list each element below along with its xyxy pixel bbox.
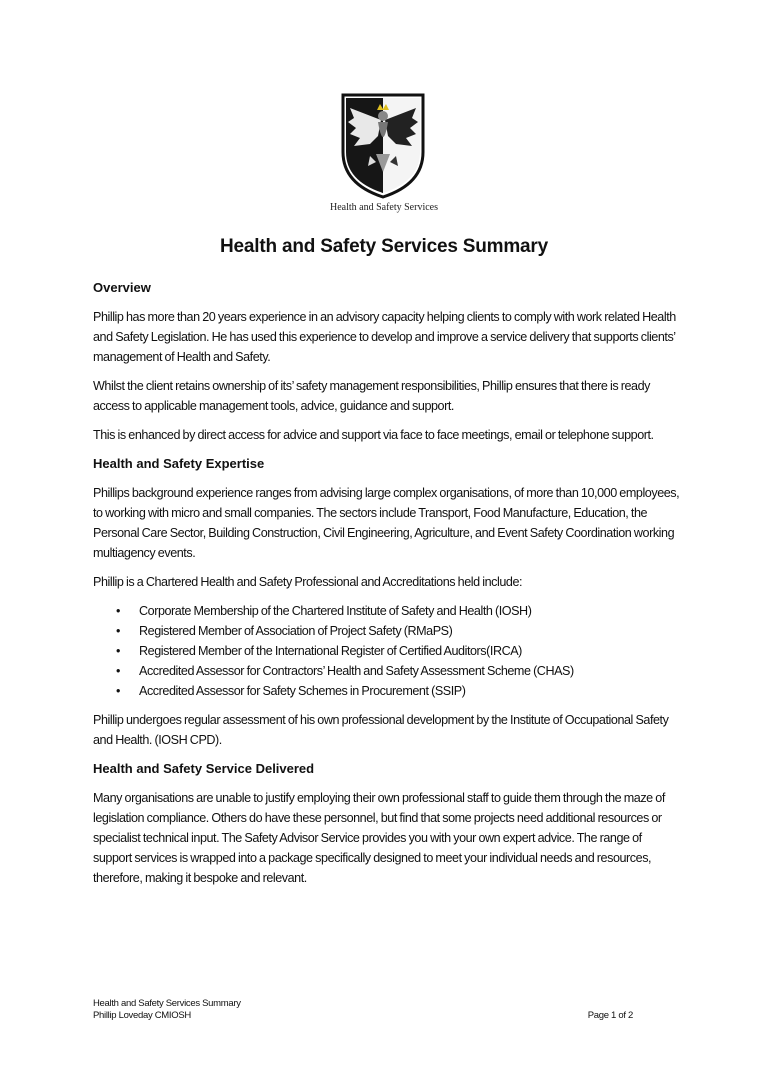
list-item xyxy=(93,681,683,701)
section-expertise xyxy=(93,454,683,750)
paragraph: Phillip undergoes regular assessment of his own professional development by the Institute of Occupational Safety and Health. (IOSH CPD). xyxy=(93,713,669,747)
eagle-head xyxy=(378,111,388,121)
page-number: Page 1 of 2 xyxy=(587,1010,633,1021)
bullet-icon: • xyxy=(116,624,120,638)
page-footer xyxy=(93,998,633,1022)
section-overview xyxy=(93,278,683,445)
paragraph: Phillip is a Chartered Health and Safety Professional and Accreditations held include: xyxy=(93,575,523,589)
bullet-icon: • xyxy=(116,684,120,698)
list-item-text: Registered Member of Association of Project Safety (RMaPS) xyxy=(139,624,453,638)
coat-of-arms-logo xyxy=(340,92,426,200)
paragraph: Whilst the client retains ownership of its’ safety management responsibilities, Phillip ensures that there is ready access to applicable management tools, advice, guidance and support. xyxy=(93,379,650,413)
section-service-delivered xyxy=(93,759,683,888)
section-heading: Health and Safety Expertise xyxy=(93,456,265,471)
page-title: Health and Safety Services Summary xyxy=(220,236,548,257)
footer-doc-title: Health and Safety Services Summary xyxy=(93,998,241,1009)
list-item-text: Accredited Assessor for Contractors’ Health and Safety Assessment Scheme (CHAS) xyxy=(139,664,574,678)
list-item-text: Accredited Assessor for Safety Schemes in Procurement (SSIP) xyxy=(139,684,466,698)
paragraph: Phillip has more than 20 years experience in an advisory capacity helping clients to comply with work related Health and Safety Legislation. He has used this experience to develop and improve a service delivery that supports clients’ management of Health and Safety. xyxy=(93,310,676,364)
logo-caption: Health and Safety Services xyxy=(329,202,439,213)
bullet-icon: • xyxy=(116,644,120,658)
list-item-text: Registered Member of the International Register of Certified Auditors(IRCA) xyxy=(139,644,522,658)
section-heading: Health and Safety Service Delivered xyxy=(93,761,315,776)
paragraph: Many organisations are unable to justify employing their own professional staff to guide them through the maze of legislation compliance. Others do have these personnel, but find that some projects need additional resources or specialist technical input. The Safety Advisor Service provides you with your own expert advice. The range of support services is wrapped into a package specifically designed to meet your individual needs and resources, therefore, making it bespoke and relevant. xyxy=(93,791,665,885)
section-heading: Overview xyxy=(93,280,151,295)
list-item-text: Corporate Membership of the Chartered Institute of Safety and Health (IOSH) xyxy=(139,604,532,618)
list-item xyxy=(93,661,683,681)
bullet-icon: • xyxy=(116,604,120,618)
footer-author: Phillip Loveday CMIOSH xyxy=(93,1010,191,1021)
document-body xyxy=(93,278,683,897)
list-item xyxy=(93,601,683,621)
accreditations-list xyxy=(93,601,683,701)
paragraph: This is enhanced by direct access for advice and support via face to face meetings, email or telephone support. xyxy=(93,428,654,442)
list-item xyxy=(93,621,683,641)
bullet-icon: • xyxy=(116,664,120,678)
paragraph: Phillips background experience ranges from advising large complex organisations, of more than 10,000 employees, to working with micro and small companies. The sectors include Transport, Food Manufacture, Education, the Personal Care Sector, Building Construction, Civil Engineering, Agriculture, and Event Safety Coordination working multiagency events. xyxy=(93,486,680,560)
list-item xyxy=(93,641,683,661)
